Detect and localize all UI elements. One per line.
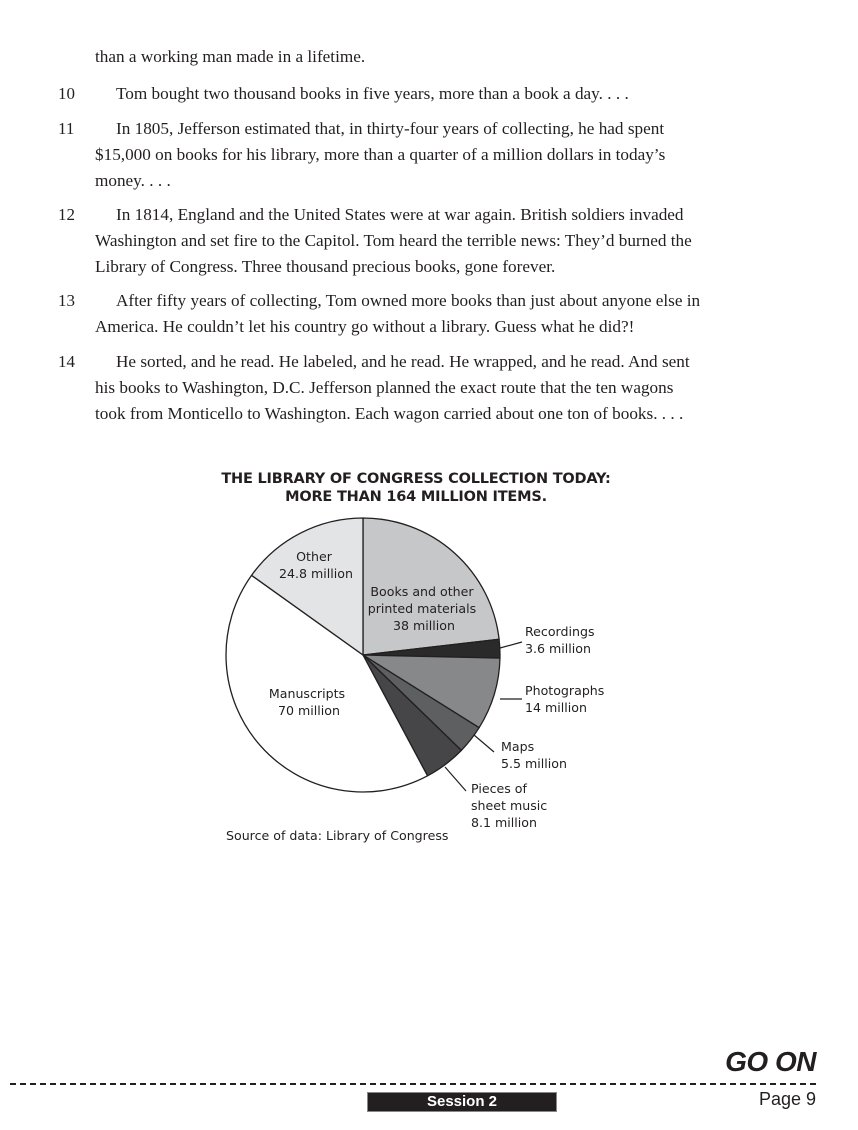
label-books: Books and other printed materials 38 million (367, 584, 477, 633)
paragraph-13: After fifty years of collecting, Tom owned more books than just about anyone else in America. He couldn’t let his country go without a library. Guess what he did?! (95, 291, 701, 336)
label-photographs: Photographs 14 million (525, 683, 605, 715)
paragraph-number: 12 (58, 205, 75, 224)
chart-title: THE LIBRARY OF CONGRESS COLLECTION TODAY: MORE THAN 164 MILLION ITEMS. (221, 471, 611, 505)
page-number: Page 9 (758, 1089, 816, 1109)
label-maps: Maps 5.5 million (501, 739, 567, 771)
chart-source: Source of data: Library of Congress (226, 828, 449, 843)
passage-continuation: than a working man made in a lifetime. (95, 47, 366, 66)
label-sheet-music: Pieces of sheet music 8.1 million (471, 781, 548, 830)
paragraph-12: In 1814, England and the United States were at war again. British soldiers invaded Washington and set fire to the Capitol. Tom heard the terrible news: They’d burned the Library of Congress. Three thousand precious books, gone forever. (95, 205, 692, 276)
leader-maps (474, 735, 494, 752)
paragraph-11: In 1805, Jefferson estimated that, in thirty-four years of collecting, he had spent $15,000 on books for his library, more than a quarter of a million dollars in today’s money. . . . (95, 119, 666, 190)
paragraph-number: 14 (58, 352, 75, 371)
label-other: Other 24.8 million (279, 549, 353, 581)
paragraph-10: Tom bought two thousand books in five years, more than a book a day. . . . (116, 84, 629, 103)
paragraph-14: He sorted, and he read. He labeled, and he read. He wrapped, and he read. And sent his books to Washington, D.C. Jefferson planned the exact route that the ten wagons took from Monticello to Washington. Each wagon carried about one ton of books. . . . (95, 352, 690, 423)
label-manuscripts: Manuscripts 70 million (268, 686, 346, 718)
paragraph-number: 11 (58, 119, 75, 138)
label-recordings: Recordings 3.6 million (525, 624, 595, 656)
leader-sheet-music (445, 767, 466, 791)
dashed-divider (10, 1083, 816, 1085)
pie-slices (226, 518, 500, 792)
leader-recordings (500, 642, 522, 648)
paragraph-number: 10 (58, 84, 75, 103)
paragraph-number: 13 (58, 291, 75, 310)
go-on-label: GO ON (725, 1046, 816, 1077)
session-badge: Session 2 (367, 1092, 557, 1112)
